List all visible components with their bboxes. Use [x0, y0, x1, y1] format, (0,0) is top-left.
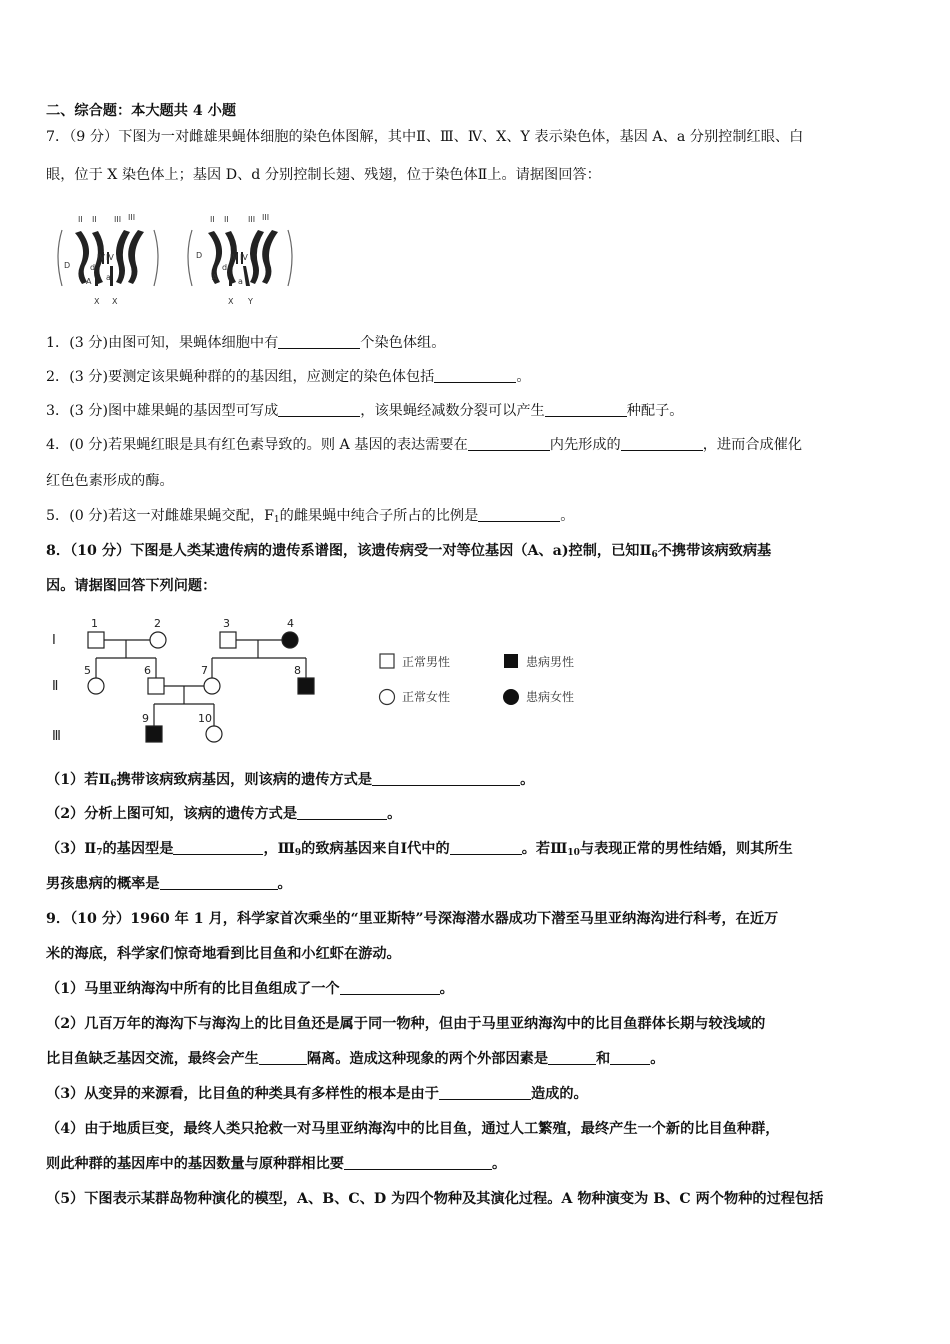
individual-number: 3 [223, 617, 230, 630]
q9-sub1-pre: （1）马里亚纳海沟中所有的比目鱼组成了一个 [46, 981, 340, 997]
answer-blank[interactable] [372, 771, 520, 786]
label-iv: IV [97, 253, 105, 262]
q8-sub1 [46, 770, 534, 794]
gene-D-label: D [196, 251, 203, 260]
q8-sub1-subscript: 6 [110, 779, 117, 789]
q9-sub2-pre: 比目鱼缺乏基因交流，最终会产生 [46, 1051, 259, 1067]
q8-sub3-line2-pre: 男孩患病的概率是 [46, 876, 160, 892]
chromosome-x [229, 266, 232, 286]
q8-sub1-end: 。 [520, 772, 535, 788]
q8-sub3-subscript: 7 [96, 848, 103, 858]
q7-sub3 [46, 401, 683, 421]
legend-normal-female-label: 正常女性 [402, 690, 451, 704]
q8-stem-subscript: 6 [651, 550, 658, 560]
individual-5-normal-female [88, 678, 104, 694]
q7-sub4-pre: 4．(0 分)若果蝇红眼是具有红色素导致的。则 A 基因的表达需要在 [46, 437, 468, 453]
q9-sub3-end: 造成的。 [530, 1086, 588, 1102]
q7-sub5-pre: 5．(0 分)若这一对雌雄果蝇交配，F [46, 508, 274, 524]
q8-sub1-post: 携带该病致病基因，则该病的遗传方式是 [116, 772, 373, 788]
q7-sub5-post: 的雌果蝇中纯合子所占的比例是 [279, 508, 479, 524]
q9-sub3 [46, 1084, 588, 1104]
q8-sub3-line2 [46, 874, 292, 894]
answer-blank[interactable] [450, 840, 522, 855]
chromosome-iii-left [262, 230, 278, 284]
x-label: X [94, 297, 100, 306]
q9-stem-line1: 9．（10 分）1960 年 1 月，科学家首次乘坐的“里亚斯特”号深海潜水器成功下潜至马里亚纳海沟进行科考，在近万 [46, 911, 779, 927]
generation-iii-label: Ⅲ [52, 729, 61, 744]
label-iv: IV [106, 253, 114, 262]
individual-number: 7 [201, 664, 208, 677]
legend-normal-male-icon [380, 654, 394, 668]
individual-1-normal-male [88, 632, 104, 648]
gene-d-label: d [90, 263, 96, 272]
q7-sub4-post: ，进而合成催化 [702, 437, 803, 453]
q9-stem-line2: 米的海底，科学家们惊奇地看到比目鱼和小红虾在游动。 [46, 946, 401, 962]
q8-sub3-subscript: 10 [567, 848, 580, 858]
individual-number: 8 [294, 664, 301, 677]
q8-stem-line1 [46, 541, 771, 565]
individual-number: 10 [198, 712, 212, 725]
answer-blank[interactable] [610, 1050, 650, 1065]
legend-affected-female-icon [503, 689, 519, 705]
answer-blank[interactable] [344, 1155, 492, 1170]
individual-6-normal-male [148, 678, 164, 694]
pedigree-individuals [88, 632, 314, 742]
q9-sub2-line1: （2）几百万年的海沟下与海沟上的比目鱼还是属于同一物种，但由于马里亚纳海沟中的比目鱼群体长期与较浅域的 [46, 1016, 766, 1032]
q9-sub1 [46, 979, 454, 999]
q7-sub1 [46, 333, 445, 353]
label-iii: III [114, 215, 122, 224]
individual-number: 2 [154, 617, 161, 630]
label-ii: II [224, 215, 229, 224]
label-iv: IV [240, 253, 248, 262]
male-labels [196, 213, 269, 306]
individual-9-affected-male [146, 726, 162, 742]
q9-sub2-mid2: 和 [596, 1051, 611, 1067]
gene-a-label: a [238, 277, 243, 286]
answer-blank[interactable] [340, 980, 440, 995]
q7-sub5-subscript: 1 [273, 515, 280, 525]
legend-normal-female-icon [380, 690, 395, 705]
individual-3-normal-male [220, 632, 236, 648]
answer-blank[interactable] [160, 875, 278, 890]
individual-number: 6 [144, 664, 151, 677]
legend-affected-male-icon [504, 654, 518, 668]
q9-sub1-end: 。 [439, 981, 454, 997]
q7-sub2 [46, 367, 531, 387]
q8-sub3-t2: ，Ⅲ [263, 841, 295, 857]
chromosome-figure [50, 208, 310, 308]
q7-sub5 [46, 506, 575, 530]
q8-sub2-pre: （2）分析上图可知，该病的遗传方式是 [46, 806, 298, 822]
q9-sub2-end: 。 [650, 1051, 665, 1067]
individual-number: 5 [84, 664, 91, 677]
q7-sub3-post: 种配子。 [626, 403, 684, 419]
individual-number: 1 [91, 617, 98, 630]
q7-sub3-mid: ，该果蝇经减数分裂可以产生 [360, 403, 545, 419]
q8-sub3 [46, 839, 793, 863]
q9-sub3-pre: （3）从变异的来源看，比目鱼的种类具有多样性的根本是由于 [46, 1086, 439, 1102]
generation-i-label: Ⅰ [52, 633, 56, 648]
q7-sub4-mid: 内先形成的 [549, 437, 621, 453]
female-labels [64, 213, 135, 306]
q8-stem-pre: 8．（10 分）下图是人类某遗传病的遗传系谱图，该遗传病受一对等位基因（A、a)控制，已知Ⅱ [46, 543, 652, 559]
answer-blank[interactable] [468, 436, 550, 451]
x-label: X [112, 297, 118, 306]
q8-stem-line2: 因。请据图回答下列问题： [46, 578, 217, 594]
q7-sub2-post: 。 [516, 369, 531, 385]
q7-sub4-line2: 红色色素形成的酶。 [46, 473, 174, 489]
q9-sub2-line2 [46, 1049, 664, 1069]
answer-blank[interactable] [259, 1050, 307, 1065]
answer-blank[interactable] [548, 1050, 596, 1065]
q8-sub3-t4: 。若Ⅲ [521, 841, 568, 857]
q7-sub1-post: 个染色体组。 [360, 335, 446, 351]
individual-7-normal-female [204, 678, 220, 694]
label-ii: II [92, 215, 97, 224]
q8-sub3-subscript: 9 [294, 848, 302, 858]
section-title: 二、综合题：本大题共 4 小题 [46, 103, 237, 119]
label-iii: III [262, 213, 270, 222]
answer-blank[interactable] [545, 402, 627, 417]
q7-stem-line1: 7．（9 分）下图为一对雌雄果蝇体细胞的染色体图解，其中Ⅱ、Ⅲ、Ⅳ、X、Y 表示染色体，基因 A、a 分别控制红眼、白 [46, 129, 804, 145]
pedigree-chart [46, 612, 326, 752]
q7-sub4 [46, 435, 802, 455]
chromosome-iii-right [116, 230, 130, 284]
generation-ii-label: Ⅱ [52, 679, 59, 694]
q9-sub4-line1: （4）由于地质巨变，最终人类只抢救一对马里亚纳海沟中的比目鱼，通过人工繁殖，最终产生一个新的比目鱼种群， [46, 1121, 780, 1137]
gene-A-label: A [86, 277, 92, 286]
q9-sub4-pre: 则此种群的基因库中的基因数量与原种群相比要 [46, 1156, 344, 1172]
answer-blank[interactable] [478, 507, 560, 522]
q7-sub1-pre: 1．(3 分)由图可知，果蝇体细胞中有 [46, 335, 279, 351]
individual-numbers [84, 617, 301, 725]
gene-a-label: a [106, 273, 111, 282]
answer-blank[interactable] [297, 805, 387, 820]
q8-sub1-pre: （1）若Ⅱ [46, 772, 111, 788]
q7-sub2-pre: 2．(3 分)要测定该果蝇种群的的基因组，应测定的染色体包括 [46, 369, 435, 385]
q8-sub2 [46, 804, 401, 824]
chromosome-iii-left [128, 230, 144, 284]
answer-blank[interactable] [278, 402, 360, 417]
individual-number: 9 [142, 712, 149, 725]
q9-sub2-mid1: 隔离。造成这种现象的两个外部因素是 [306, 1051, 549, 1067]
q9-sub5: （5）下图表示某群岛物种演化的模型，A、B、C、D 为四个物种及其演化过程。A 物种演变为 B、C 两个物种的过程包括 [46, 1191, 824, 1207]
label-ii: II [78, 215, 83, 224]
pedigree-legend [370, 640, 610, 720]
individual-4-affected-female [282, 632, 298, 648]
legend-normal-male-label: 正常男性 [402, 655, 451, 669]
q8-sub3-t1: 的基因型是 [102, 841, 174, 857]
legend-affected-female-label: 患病女性 [526, 690, 575, 704]
chromosome-x-left [95, 266, 98, 286]
individual-2-normal-female [150, 632, 166, 648]
q7-stem-line2: 眼，位于 X 染色体上；基因 D、d 分别控制长翅、残翅，位于染色体Ⅱ上。请据图回答： [46, 167, 601, 183]
q7-sub5-end: 。 [560, 508, 575, 524]
q8-sub3-t3: 的致病基因来自Ⅰ代中的 [301, 841, 450, 857]
label-iii: III [128, 213, 136, 222]
q9-sub4-end: 。 [491, 1156, 507, 1172]
q8-stem-post: 不携带该病致病基 [657, 543, 772, 559]
label-iv: IV [230, 253, 238, 262]
answer-blank[interactable] [621, 436, 703, 451]
legend-affected-male-label: 患病男性 [526, 655, 575, 669]
y-label: Y [248, 297, 253, 306]
q8-sub2-end: 。 [387, 806, 402, 822]
answer-blank[interactable] [434, 368, 516, 383]
chromosome-iii-right [250, 230, 264, 284]
x-label: X [228, 297, 234, 306]
generation-labels [52, 633, 61, 744]
individual-number: 4 [287, 617, 294, 630]
q8-sub3-t5: 与表现正常的男性结婚，则其所生 [579, 841, 793, 857]
gene-D-label: D [64, 261, 71, 270]
chromosome-y [243, 266, 250, 286]
gene-d-label: d [222, 263, 228, 272]
label-iii: III [248, 215, 256, 224]
gene-A-label: A [212, 273, 218, 282]
q8-sub3-pre: （3）Ⅱ [46, 841, 97, 857]
answer-blank[interactable] [439, 1085, 531, 1100]
q8-sub3-line2-end: 。 [277, 876, 292, 892]
label-ii: II [210, 215, 215, 224]
answer-blank[interactable] [278, 334, 360, 349]
q7-sub3-pre: 3．(3 分)图中雄果蝇的基因型可写成 [46, 403, 279, 419]
answer-blank[interactable] [173, 840, 263, 855]
q9-sub4-line2 [46, 1154, 506, 1174]
individual-10-normal-female [206, 726, 222, 742]
individual-8-affected-male [298, 678, 314, 694]
